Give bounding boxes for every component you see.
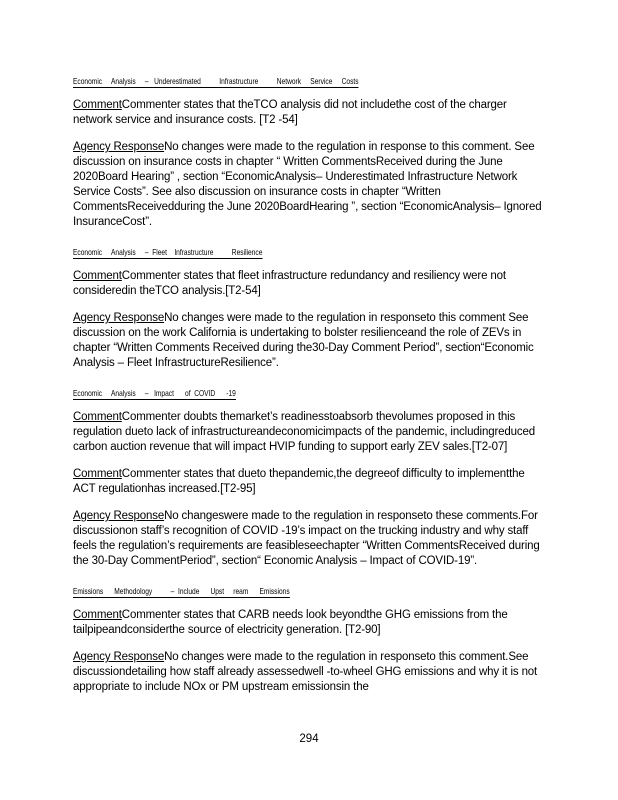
comment-paragraph: [73, 467, 548, 497]
response-label: Agency Response: [73, 312, 165, 324]
section-underestimated-infrastructure: [73, 71, 548, 230]
response-label: Agency Response: [73, 141, 165, 153]
page-content: [73, 71, 548, 707]
response-paragraph: [73, 509, 548, 569]
comment-text: Commenter states that CARB needs look beyondthe GHG emissions from the tailpipeandconsiderthe source of electricity generation. [T2-90]: [73, 609, 508, 636]
response-text: No changes were made to the regulation in responseto this comment.See discussiondetailing how staff already assessedwell -to-wheel GHG emissions and why it is not appropriate to include NOx or PM upstream emissionsin the: [73, 651, 538, 693]
page-number: 294: [299, 733, 319, 745]
comment-paragraph: [73, 269, 548, 299]
comment-text: Commenter doubts themarket’s readinesstoabsorb thevolumes proposed in this regulation dueto lack of infrastructureandeconomicimpacts of the pandemic, includingreduced carbon auction revenue that will impact HVIP funding to support early ZEV sales.[T2-07]: [73, 411, 535, 453]
comment-paragraph: [73, 98, 548, 128]
comment-paragraph: [73, 410, 548, 455]
section-heading: Economic Analysis – Underestimated Infrastructure Network Service Costs: [73, 76, 359, 86]
comment-text: Commenter states that dueto thepandemic,the degreeof difficulty to implementthe ACT regulationhas increased.[T2-95]: [73, 468, 525, 495]
comment-label: Comment: [73, 99, 122, 111]
comment-text: Commenter states that theTCO analysis did not includethe cost of the charger network service and insurance costs. [T2 -54]: [73, 99, 507, 126]
comment-label: Comment: [73, 411, 122, 423]
response-text: No changes were made to the regulation in responseto this comment See discussion on the work California is undertaking to bolster resilienceand the role of ZEVs in chapter “Written Comments Received during the30-Day Comment Period”, section“Economic Analysis – Fleet InfrastructureResilience”.: [73, 312, 534, 369]
response-text: No changeswere made to the regulation in responseto these comments.For discussionon staff’s recognition of COVID -19’s impact on the trucking industry and why staff feels the regulation’s requirements are feasibleseechapter “Written CommentsReceived during the 30-Day CommentPeriod”, section“ Economic Analysis – Impact of COVID-19”.: [73, 510, 540, 567]
comment-label: Comment: [73, 468, 122, 480]
section-heading: Economic Analysis – Fleet Infrastructure Resilience: [73, 247, 263, 257]
comment-paragraph: [73, 608, 548, 638]
section-impact-covid: [73, 383, 548, 569]
response-label: Agency Response: [73, 510, 165, 522]
section-fleet-resilience: [73, 242, 548, 371]
section-upstream-emissions: [73, 581, 548, 695]
section-heading: Economic Analysis – Impact of COVID -19: [73, 388, 236, 398]
comment-text: Commenter states that fleet infrastructure redundancy and resiliency were not consideredin theTCO analysis.[T2-54]: [73, 270, 506, 297]
comment-label: Comment: [73, 270, 122, 282]
comment-label: Comment: [73, 609, 122, 621]
response-paragraph: [73, 140, 548, 230]
section-heading: Emissions Methodology – Include Upst ream Emissions: [73, 586, 290, 596]
response-label: Agency Response: [73, 651, 165, 663]
response-paragraph: [73, 650, 548, 695]
response-text: No changes were made to the regulation in response to this comment. See discussion on insurance costs in chapter “ Written CommentsReceived during the June 2020Board Hearing” , section “EconomicAnalysis– Underestimated Infrastructure Network Service Costs”. See also discussion on insurance costs in chapter “Written CommentsReceivedduring the June 2020BoardHearing ”, section “EconomicAnalysis– Ignored InsuranceCost”.: [73, 141, 542, 228]
response-paragraph: [73, 311, 548, 371]
